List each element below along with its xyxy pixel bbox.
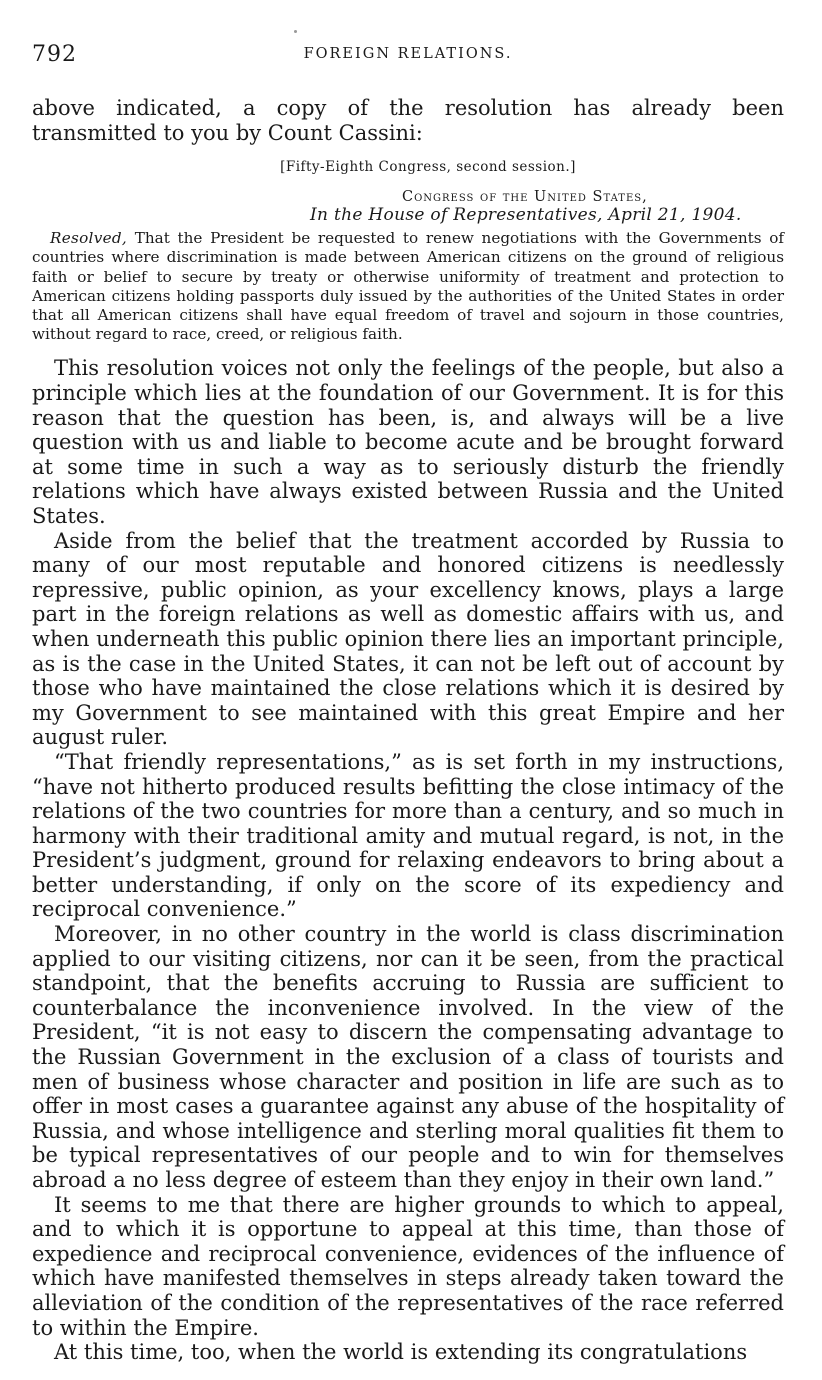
resolved-word: Resolved,	[50, 229, 128, 248]
running-title: FOREIGN RELATIONS.	[303, 46, 513, 62]
resolution-text	[32, 229, 784, 344]
session-line: [Fifty-Eighth Congress, second session.]	[280, 159, 576, 176]
page-number: 792	[32, 42, 77, 67]
body-paragraph: Aside from the belief that the treatment accorded by Russia to many of our most reputable and honored citizens is needlessly repressive, public opinion, as your excellency knows, plays a large part in the foreign relations as well as domestic affairs with us, and when underneath this public opinion there lies an important principle, as is the case in the United States, it can not be left out of account by those who have maintained the close relations which it is desired by my Government to see maintained with this great Empire and her august ruler.	[32, 528, 784, 750]
lead-paragraph: above indicated, a copy of the resolution has already been transmitted to you by Count Cassini:	[32, 96, 784, 145]
body-paragraph: At this time, too, when the world is extending its congratulations	[54, 1340, 748, 1365]
body-paragraph: Moreover, in no other country in the world is class discrimination applied to our visiting citizens, nor can it be seen, from the practical standpoint, that the benefits accruing to Russia are sufficient to counterbalance the inconvenience involved. In the view of the President, “it is not easy to discern the compensating advantage to the Russian Government in the exclusion of a class of tourists and men of business whose character and position in life are such as to offer in most cases a guarantee against any abuse of the hospitality of Russia, and whose intelligence and sterling moral qualities fit them to be typical representatives of our people and to win for themselves abroad a no less degree of esteem than they enjoy in their own land.”	[32, 922, 784, 1192]
document-page	[32, 30, 784, 1365]
body-paragraph: “That friendly representations,” as is set forth in my instructions, “have not hitherto produced results befitting the close intimacy of the relations of the two countries for more than a century, and so much in harmony with their traditional amity and mutual regard, is not, in the President’s judgment, ground for relaxing endeavors to bring about a better understanding, if only on the score of its expediency and reciprocal convenience.”	[32, 749, 784, 922]
page-header	[32, 30, 784, 72]
body-paragraph: This resolution voices not only the feelings of the people, but also a principle which lies at the foundation of our Government. It is for this reason that the question has been, is, and always will be a live question with us and liable to become acute and be brought forward at some time in such a way as to seriously disturb the friendly relations which have always existed between Russia and the United States.	[32, 356, 784, 528]
house-line: In the House of Representatives, April 21, 1904.	[310, 205, 742, 226]
ink-dot	[294, 30, 297, 33]
body-paragraph: It seems to me that there are higher grounds to which to appeal, and to which it is opportune to appeal at this time, than those of expedience and reciprocal convenience, evidences of the influence of which have manifested themselves in steps already taken toward the alleviation of the condition of the representatives of the race referred to within the Empire.	[32, 1192, 784, 1340]
resolution-body: That the President be requested to renew negotiations with the Governments of countries where discrimination is made between American citizens on the ground of religious faith or belief to secure by treaty or otherwise uniformity of treatment and protection to American citizens holding passports duly issued by the authorities of the United States in order that all American citizens shall have equal freedom of travel and sojourn in those countries, without regard to race, creed, or religious faith.	[32, 229, 784, 344]
congress-line: Congress of the United States,	[402, 189, 648, 206]
resolution-block	[32, 159, 784, 344]
